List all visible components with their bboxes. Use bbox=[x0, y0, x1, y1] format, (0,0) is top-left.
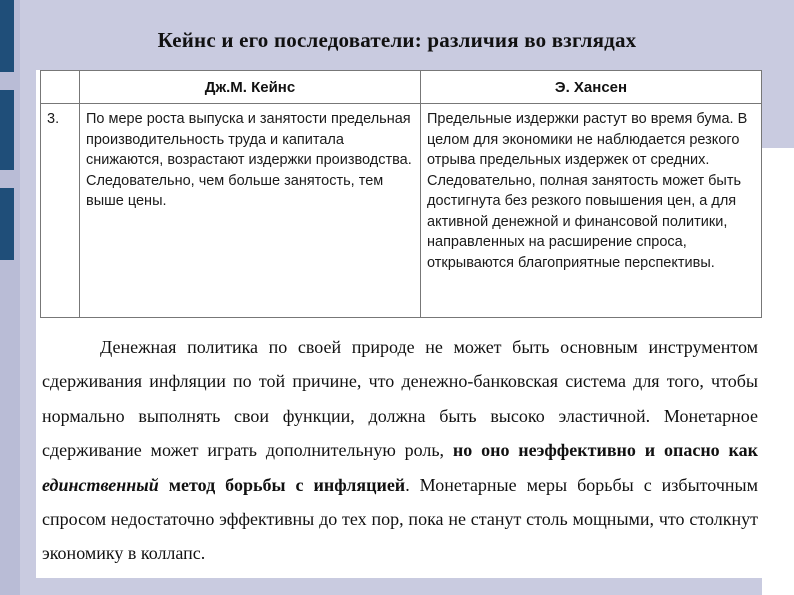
row-number: 3. bbox=[41, 104, 80, 318]
header-keynes: Дж.М. Кейнс bbox=[80, 71, 421, 104]
comparison-table bbox=[40, 70, 762, 318]
body-paragraph bbox=[36, 330, 762, 571]
paragraph-emphasis: метод борьбы с инфляцией bbox=[158, 474, 406, 495]
document-area bbox=[36, 70, 762, 578]
header-number-cell bbox=[41, 71, 80, 104]
slide-title: Кейнс и его последователи: различия во взглядах bbox=[157, 28, 637, 52]
keynes-cell: По мере роста выпуска и занятости предельная производительность труда и капитала снижаются, возрастают издержки производства. Следовательно, чем больше занятость, тем выше цены. bbox=[80, 104, 421, 318]
table-row bbox=[41, 104, 762, 318]
table-header-row bbox=[41, 71, 762, 104]
paragraph-emphasis: но оно неэффективно и опасно как bbox=[452, 440, 758, 461]
paragraph-text: Денежная политика по своей природе не может быть основным инструментом сдерживания инфляции по той причине, что денежно-банковская система для того, чтобы нормально выполнять свои функции, должна быть высоко эластичной. Монетарное сдерживание может играть дополнительную роль, bbox=[42, 337, 758, 461]
left-decoration bbox=[0, 0, 20, 595]
paragraph-italic-emphasis: единственный bbox=[42, 474, 159, 495]
hansen-cell: Предельные издержки растут во время бума. В целом для экономики не наблюдается резкого отрыва предельных издержек от средних. Следовательно, полная занятость может быть достигнута без резкого повышения цен, а для активной денежной и финансовой политики, направленных на расширение спроса, открываются благоприятные перспективы. bbox=[421, 104, 762, 318]
page-edge bbox=[762, 148, 794, 595]
decorative-bar bbox=[0, 188, 14, 260]
decorative-bar bbox=[0, 90, 14, 170]
paragraph-text: . Монетарные меры борьбы с избыточным спросом недостаточно эффективны до тех пор, пока не станут столь мощными, что столкнут экономику в коллапс. bbox=[42, 474, 758, 564]
header-hansen: Э. Хансен bbox=[421, 71, 762, 104]
